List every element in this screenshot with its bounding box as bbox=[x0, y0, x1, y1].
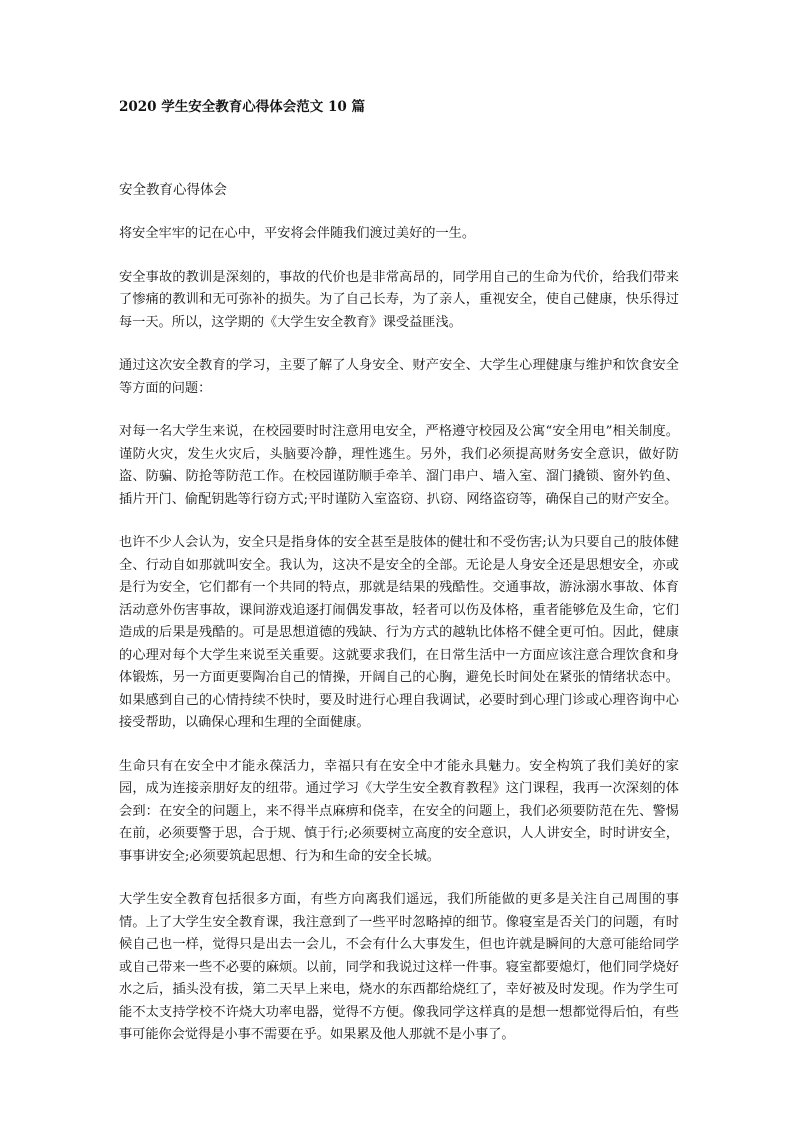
document-title: 2020 学生安全教育心得体会范文 10 篇 bbox=[119, 99, 365, 115]
paragraph: 大学生安全教育包括很多方面，有些方向离我们遥远，我们所能做的更多是关注自己周围的事情。上了大学生安全教育课，我注意到了一些平时忽略掉的细节。像寝室是否关门的问题，有时候自己也一样，觉得只是出去一会儿，不会有什么大事发生，但也许就是瞬间的大意可能给同学或自己带来一些不必要的麻烦。以前，同学和我说过这样一件事。寝室都要熄灯，他们同学烧好水之后，插头没有拔，第二天早上来电，烧水的东西都给烧红了，幸好被及时发现。作为学生可能不太支持学校不许烧大功率电器，觉得不方便。像我同学这样真的是想一想都觉得后怕，有些事可能你会觉得是小事不需要在乎。如果累及他人那就不是小事了。 bbox=[119, 892, 679, 1042]
section-title: 安全教育心得体会 bbox=[119, 182, 227, 198]
paragraph: 也许不少人会认为，安全只是指身体的安全甚至是肢体的健壮和不受伤害;认为只要自己的肢体健全、行动自如那就叫安全。我认为，这决不是安全的全部。无论是人身安全还是思想安全，亦或是行为安全，它们都有一个共同的特点，那就是结果的残酷性。交通事故，游泳溺水事故、体育活动意外伤害事故，课间游戏追逐打闹偶发事故，轻者可以伤及体格，重者能够危及生命，它们造成的后果是残酷的。可是思想道德的残缺、行为方式的越轨比体格不健全更可怕。因此，健康的心理对每个大学生来说至关重要。这就要求我们，在日常生活中一方面应该注意合理饮食和身体锻炼，另一方面更要陶冶自己的情操，开阔自己的心胸，避免长时间处在紧张的情绪状态中。如果感到自己的心情持续不快时，要及时进行心理自我调试，必要时到心理门诊或心理咨询中心接受帮助，以确保心理和生理的全面健康。 bbox=[119, 535, 679, 730]
body-text bbox=[119, 223, 679, 1068]
paragraph: 生命只有在安全中才能永葆活力，幸福只有在安全中才能永具魅力。安全构筑了我们美好的家园，成为连接亲朋好友的纽带。通过学习《大学生安全教育教程》这门课程，我再一次深刻的体会到：在安全的问题上，来不得半点麻痹和侥幸，在安全的问题上，我们必须要防范在先、警惕在前，必须要警于思，合于规、慎于行;必须要树立高度的安全意识，人人讲安全，时时讲安全，事事讲安全;必须要筑起思想、行为和生命的安全长城。 bbox=[119, 758, 679, 864]
paragraph: 对每一名大学生来说，在校园要时时注意用电安全，严格遵守校园及公寓“安全用电”相关制度。谨防火灾，发生火灾后，头脑要冷静，理性逃生。另外，我们必须提高财务安全意识，做好防盗、防骗、防抢等防范工作。在校园谨防顺手牵羊、溜门串户、墙入室、溜门撬锁、窗外钓鱼、插片开门、偷配钥匙等行窃方式;平时谨防入室盗窃、扒窃、网络盗窃等，确保自己的财产安全。 bbox=[119, 424, 679, 507]
paragraph: 将安全牢牢的记在心中，平安将会伴随我们渡过美好的一生。 bbox=[119, 226, 476, 241]
paragraph: 通过这次安全教育的学习，主要了解了人身安全、财产安全、大学生心理健康与维护和饮食安全等方面的问题： bbox=[119, 358, 679, 396]
paragraph: 安全事故的教训是深刻的，事故的代价也是非常高昂的，同学用自己的生命为代价，给我们带来了惨痛的教训和无可弥补的损失。为了自己长寿，为了亲人，重视安全，使自己健康，快乐得过每一天。所以，这学期的《大学生安全教育》课受益匪浅。 bbox=[119, 269, 679, 330]
